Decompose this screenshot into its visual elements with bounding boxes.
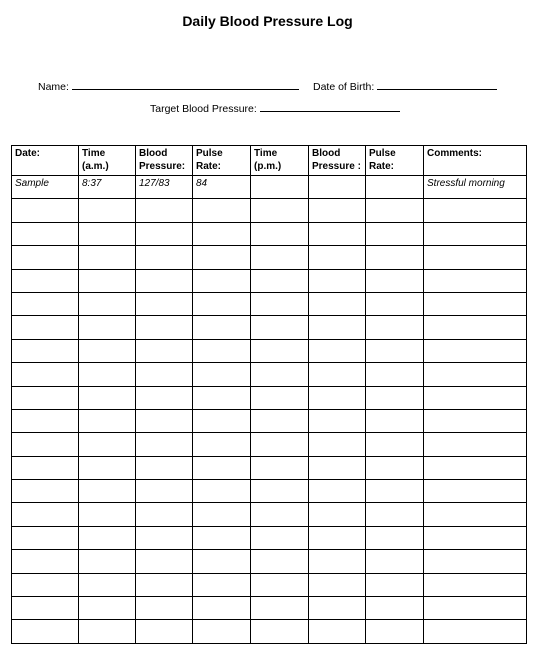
cell-bp-am[interactable] [136, 409, 193, 432]
cell-date[interactable] [12, 269, 79, 292]
cell-time-pm[interactable] [251, 339, 309, 362]
cell-date[interactable] [12, 386, 79, 409]
page-title: Daily Blood Pressure Log [182, 13, 353, 29]
dob-label: Date of Birth: [313, 81, 375, 93]
cell-bp-pm[interactable] [309, 597, 366, 620]
cell-date[interactable] [12, 292, 79, 315]
cell-time-pm[interactable] [251, 199, 309, 222]
cell-date[interactable] [12, 222, 79, 245]
cell-pulse-am[interactable] [193, 456, 251, 479]
cell-pulse-am[interactable] [193, 433, 251, 456]
cell-time-am[interactable] [79, 222, 136, 245]
header-time-pm: Time (p.m.) [251, 146, 309, 176]
cell-time-pm[interactable] [251, 503, 309, 526]
table-row [12, 503, 527, 526]
cell-bp-pm[interactable] [309, 480, 366, 503]
cell-time-pm[interactable] [251, 480, 309, 503]
sample-bp-pm [309, 176, 366, 199]
table-row [12, 573, 527, 596]
dob-blank-line[interactable] [377, 79, 497, 90]
header-blood-pressure-pm: Blood Pressure : [309, 146, 366, 176]
cell-time-pm[interactable] [251, 292, 309, 315]
cell-time-am[interactable] [79, 409, 136, 432]
cell-pulse-am[interactable] [193, 246, 251, 269]
sample-bp-am: 127/83 [136, 176, 193, 199]
table-row [12, 199, 527, 222]
cell-date[interactable] [12, 526, 79, 549]
cell-pulse-pm[interactable] [366, 316, 424, 339]
cell-time-pm[interactable] [251, 433, 309, 456]
cell-bp-am[interactable] [136, 620, 193, 643]
cell-time-am[interactable] [79, 526, 136, 549]
table-row [12, 292, 527, 315]
table-row [12, 526, 527, 549]
cell-bp-pm[interactable] [309, 222, 366, 245]
cell-time-am[interactable] [79, 573, 136, 596]
cell-time-pm[interactable] [251, 316, 309, 339]
cell-date[interactable] [12, 480, 79, 503]
cell-bp-pm[interactable] [309, 246, 366, 269]
cell-pulse-am[interactable] [193, 316, 251, 339]
cell-pulse-am[interactable] [193, 292, 251, 315]
cell-pulse-pm[interactable] [366, 433, 424, 456]
cell-time-pm[interactable] [251, 222, 309, 245]
header-time-am: Time (a.m.) [79, 146, 136, 176]
table-row [12, 386, 527, 409]
header-pulse-rate-pm: Pulse Rate: [366, 146, 424, 176]
cell-comments[interactable] [424, 456, 527, 479]
table-row [12, 597, 527, 620]
cell-bp-am[interactable] [136, 550, 193, 573]
cell-time-am[interactable] [79, 550, 136, 573]
cell-time-am[interactable] [79, 433, 136, 456]
cell-bp-pm[interactable] [309, 363, 366, 386]
cell-pulse-am[interactable] [193, 550, 251, 573]
cell-pulse-pm[interactable] [366, 363, 424, 386]
cell-bp-pm[interactable] [309, 339, 366, 362]
cell-bp-am[interactable] [136, 292, 193, 315]
cell-bp-pm[interactable] [309, 316, 366, 339]
cell-date[interactable] [12, 339, 79, 362]
cell-bp-am[interactable] [136, 456, 193, 479]
cell-bp-am[interactable] [136, 573, 193, 596]
cell-time-am[interactable] [79, 316, 136, 339]
cell-pulse-am[interactable] [193, 620, 251, 643]
cell-time-am[interactable] [79, 597, 136, 620]
cell-date[interactable] [12, 550, 79, 573]
cell-bp-am[interactable] [136, 316, 193, 339]
cell-pulse-pm[interactable] [366, 597, 424, 620]
cell-pulse-pm[interactable] [366, 526, 424, 549]
cell-comments[interactable] [424, 222, 527, 245]
cell-pulse-am[interactable] [193, 339, 251, 362]
cell-pulse-pm[interactable] [366, 573, 424, 596]
table-row [12, 480, 527, 503]
table-row [12, 456, 527, 479]
table-row [12, 363, 527, 386]
cell-time-am[interactable] [79, 503, 136, 526]
cell-date[interactable] [12, 363, 79, 386]
cell-pulse-pm[interactable] [366, 550, 424, 573]
cell-bp-am[interactable] [136, 269, 193, 292]
cell-bp-am[interactable] [136, 597, 193, 620]
cell-time-pm[interactable] [251, 526, 309, 549]
cell-comments[interactable] [424, 363, 527, 386]
cell-comments[interactable] [424, 503, 527, 526]
cell-comments[interactable] [424, 526, 527, 549]
cell-comments[interactable] [424, 339, 527, 362]
cell-comments[interactable] [424, 292, 527, 315]
cell-pulse-am[interactable] [193, 199, 251, 222]
cell-time-am[interactable] [79, 292, 136, 315]
bp-log-table [11, 145, 527, 644]
header-pulse-rate-am: Pulse Rate: [193, 146, 251, 176]
cell-comments[interactable] [424, 269, 527, 292]
cell-comments[interactable] [424, 409, 527, 432]
cell-date[interactable] [12, 409, 79, 432]
cell-pulse-pm[interactable] [366, 339, 424, 362]
cell-bp-am[interactable] [136, 222, 193, 245]
cell-bp-pm[interactable] [309, 269, 366, 292]
cell-date[interactable] [12, 597, 79, 620]
cell-pulse-pm[interactable] [366, 246, 424, 269]
cell-bp-pm[interactable] [309, 433, 366, 456]
cell-pulse-am[interactable] [193, 409, 251, 432]
cell-date[interactable] [12, 246, 79, 269]
header-blood-pressure-am: Blood Pressure: [136, 146, 193, 176]
sample-row [12, 176, 527, 199]
table-row [12, 269, 527, 292]
dob-field[interactable] [313, 79, 497, 93]
cell-pulse-am[interactable] [193, 526, 251, 549]
cell-comments[interactable] [424, 386, 527, 409]
cell-pulse-pm[interactable] [366, 386, 424, 409]
cell-date[interactable] [12, 503, 79, 526]
cell-bp-pm[interactable] [309, 503, 366, 526]
cell-pulse-am[interactable] [193, 573, 251, 596]
cell-bp-am[interactable] [136, 526, 193, 549]
cell-comments[interactable] [424, 316, 527, 339]
cell-time-pm[interactable] [251, 269, 309, 292]
cell-bp-pm[interactable] [309, 199, 366, 222]
cell-bp-am[interactable] [136, 246, 193, 269]
cell-time-pm[interactable] [251, 597, 309, 620]
cell-pulse-am[interactable] [193, 269, 251, 292]
sample-time-pm [251, 176, 309, 199]
cell-bp-pm[interactable] [309, 573, 366, 596]
table-header-row [12, 146, 527, 176]
cell-bp-pm[interactable] [309, 456, 366, 479]
cell-bp-am[interactable] [136, 386, 193, 409]
cell-comments[interactable] [424, 597, 527, 620]
cell-time-pm[interactable] [251, 573, 309, 596]
cell-bp-am[interactable] [136, 480, 193, 503]
cell-bp-pm[interactable] [309, 292, 366, 315]
cell-comments[interactable] [424, 573, 527, 596]
cell-bp-pm[interactable] [309, 526, 366, 549]
cell-time-am[interactable] [79, 480, 136, 503]
cell-pulse-pm[interactable] [366, 222, 424, 245]
cell-pulse-pm[interactable] [366, 199, 424, 222]
table-row [12, 339, 527, 362]
target-bp-field[interactable] [150, 101, 400, 115]
header-date: Date: [12, 146, 79, 176]
cell-bp-am[interactable] [136, 199, 193, 222]
cell-time-am[interactable] [79, 339, 136, 362]
cell-date[interactable] [12, 316, 79, 339]
name-blank-line[interactable] [72, 79, 299, 90]
cell-date[interactable] [12, 433, 79, 456]
cell-date[interactable] [12, 456, 79, 479]
cell-bp-am[interactable] [136, 433, 193, 456]
cell-time-pm[interactable] [251, 550, 309, 573]
cell-time-pm[interactable] [251, 409, 309, 432]
cell-time-am[interactable] [79, 456, 136, 479]
cell-pulse-am[interactable] [193, 363, 251, 386]
cell-pulse-pm[interactable] [366, 456, 424, 479]
table-row [12, 550, 527, 573]
cell-time-am[interactable] [79, 620, 136, 643]
table-row [12, 246, 527, 269]
cell-date[interactable] [12, 573, 79, 596]
cell-bp-am[interactable] [136, 339, 193, 362]
cell-bp-pm[interactable] [309, 386, 366, 409]
cell-comments[interactable] [424, 199, 527, 222]
table-row [12, 433, 527, 456]
cell-time-am[interactable] [79, 269, 136, 292]
cell-bp-am[interactable] [136, 503, 193, 526]
table-row [12, 409, 527, 432]
target-bp-label: Target Blood Pressure: [150, 103, 257, 115]
cell-time-pm[interactable] [251, 386, 309, 409]
name-field[interactable] [38, 79, 299, 93]
cell-time-pm[interactable] [251, 246, 309, 269]
cell-pulse-am[interactable] [193, 386, 251, 409]
cell-bp-pm[interactable] [309, 620, 366, 643]
cell-time-am[interactable] [79, 386, 136, 409]
cell-comments[interactable] [424, 433, 527, 456]
cell-time-pm[interactable] [251, 456, 309, 479]
cell-pulse-am[interactable] [193, 480, 251, 503]
sample-comments: Stressful morning [424, 176, 527, 199]
cell-time-pm[interactable] [251, 620, 309, 643]
cell-bp-pm[interactable] [309, 550, 366, 573]
table-row [12, 316, 527, 339]
cell-comments[interactable] [424, 246, 527, 269]
cell-pulse-pm[interactable] [366, 292, 424, 315]
cell-comments[interactable] [424, 620, 527, 643]
sample-time-am: 8:37 [79, 176, 136, 199]
cell-pulse-pm[interactable] [366, 480, 424, 503]
name-label: Name: [38, 81, 69, 93]
cell-time-pm[interactable] [251, 363, 309, 386]
target-bp-blank-line[interactable] [260, 101, 400, 112]
cell-pulse-am[interactable] [193, 597, 251, 620]
cell-time-am[interactable] [79, 199, 136, 222]
cell-pulse-am[interactable] [193, 222, 251, 245]
cell-time-am[interactable] [79, 246, 136, 269]
cell-pulse-am[interactable] [193, 503, 251, 526]
cell-bp-am[interactable] [136, 363, 193, 386]
table-row [12, 222, 527, 245]
header-comments: Comments: [424, 146, 527, 176]
cell-comments[interactable] [424, 480, 527, 503]
sample-date: Sample [12, 176, 79, 199]
cell-time-am[interactable] [79, 363, 136, 386]
cell-date[interactable] [12, 620, 79, 643]
cell-date[interactable] [12, 199, 79, 222]
sample-pulse-am: 84 [193, 176, 251, 199]
cell-pulse-pm[interactable] [366, 269, 424, 292]
cell-pulse-pm[interactable] [366, 409, 424, 432]
table-row [12, 620, 527, 643]
cell-comments[interactable] [424, 550, 527, 573]
cell-pulse-pm[interactable] [366, 503, 424, 526]
cell-pulse-pm[interactable] [366, 620, 424, 643]
sample-pulse-pm [366, 176, 424, 199]
cell-bp-pm[interactable] [309, 409, 366, 432]
